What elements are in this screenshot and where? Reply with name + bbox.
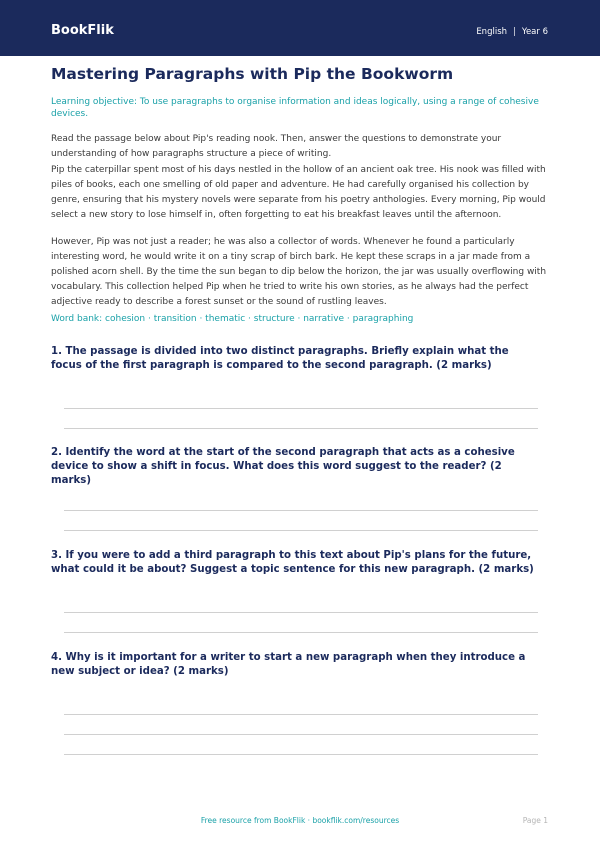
answer-line[interactable] [64, 408, 538, 409]
answer-line[interactable] [64, 714, 538, 715]
question-4: 4. Why is it important for a writer to start a new paragraph when they introduce a new subject or idea? (2 marks) [51, 652, 526, 677]
passage-paragraph-2: However, Pip was not just a reader; he was also a collector of words. Whenever he found a particularly interesting word, he would write it on a tiny scrap of birch bark. He kept these scraps in a jar made from a polished acorn shell. By the time the sun began to dip below the horizon, the jar was usually overflowing with vocabulary. This collection helped Pip when he tried to write his own stories, as he always had the perfect adjective ready to describe a forest sunset or the sound of rustling leaves. [51, 237, 547, 307]
header-meta [476, 27, 548, 37]
footer-link[interactable]: Free resource from BookFlik · bookflik.com/resources [200, 816, 400, 825]
learning-objective: Learning objective: To use paragraphs to organise information and ideas logically, using a range of cohesive devices. [51, 97, 539, 119]
intro-text: Read the passage below about Pip's reading nook. Then, answer the questions to demonstrate your understanding of how paragraphs structure a piece of writing. [51, 134, 502, 159]
answer-line[interactable] [64, 612, 538, 613]
answer-line[interactable] [64, 754, 538, 755]
brand-logo[interactable]: BookFlik [51, 23, 114, 38]
word-bank: Word bank: cohesion · transition · thematic · structure · narrative · paragraphing [51, 314, 414, 324]
header-bar [0, 0, 600, 56]
answer-line[interactable] [64, 428, 538, 429]
answer-line[interactable] [64, 510, 538, 511]
answer-line[interactable] [64, 632, 538, 633]
meta-separator: | [513, 27, 516, 37]
year-label: Year 6 [521, 27, 548, 37]
question-3: 3. If you were to add a third paragraph to this text about Pip's plans for the future, what could it be about? Suggest a topic sentence for this new paragraph. (2 marks) [51, 550, 534, 575]
answer-line[interactable] [64, 734, 538, 735]
question-2: 2. Identify the word at the start of the second paragraph that acts as a cohesive device to show a shift in focus. What does this word suggest to the reader? (2 marks) [51, 447, 515, 486]
answer-line[interactable] [64, 530, 538, 531]
page-number: Page 1 [522, 816, 548, 825]
question-1: 1. The passage is divided into two distinct paragraphs. Briefly explain what the focus of the first paragraph is compared to the second paragraph. (2 marks) [51, 346, 509, 371]
passage-paragraph-1: Pip the caterpillar spent most of his days nestled in the hollow of an ancient oak tree. His nook was filled with piles of books, each one smelling of old paper and adventure. He had carefully organised his collection by genre, ensuring that his mystery novels were separate from his poetry anthologies. Every morning, Pip would select a new story to lose himself in, often forgetting to eat his breakfast leaves until the afternoon. [51, 165, 546, 220]
subject-label: English [476, 27, 508, 37]
page-title: Mastering Paragraphs with Pip the Bookworm [51, 65, 454, 83]
